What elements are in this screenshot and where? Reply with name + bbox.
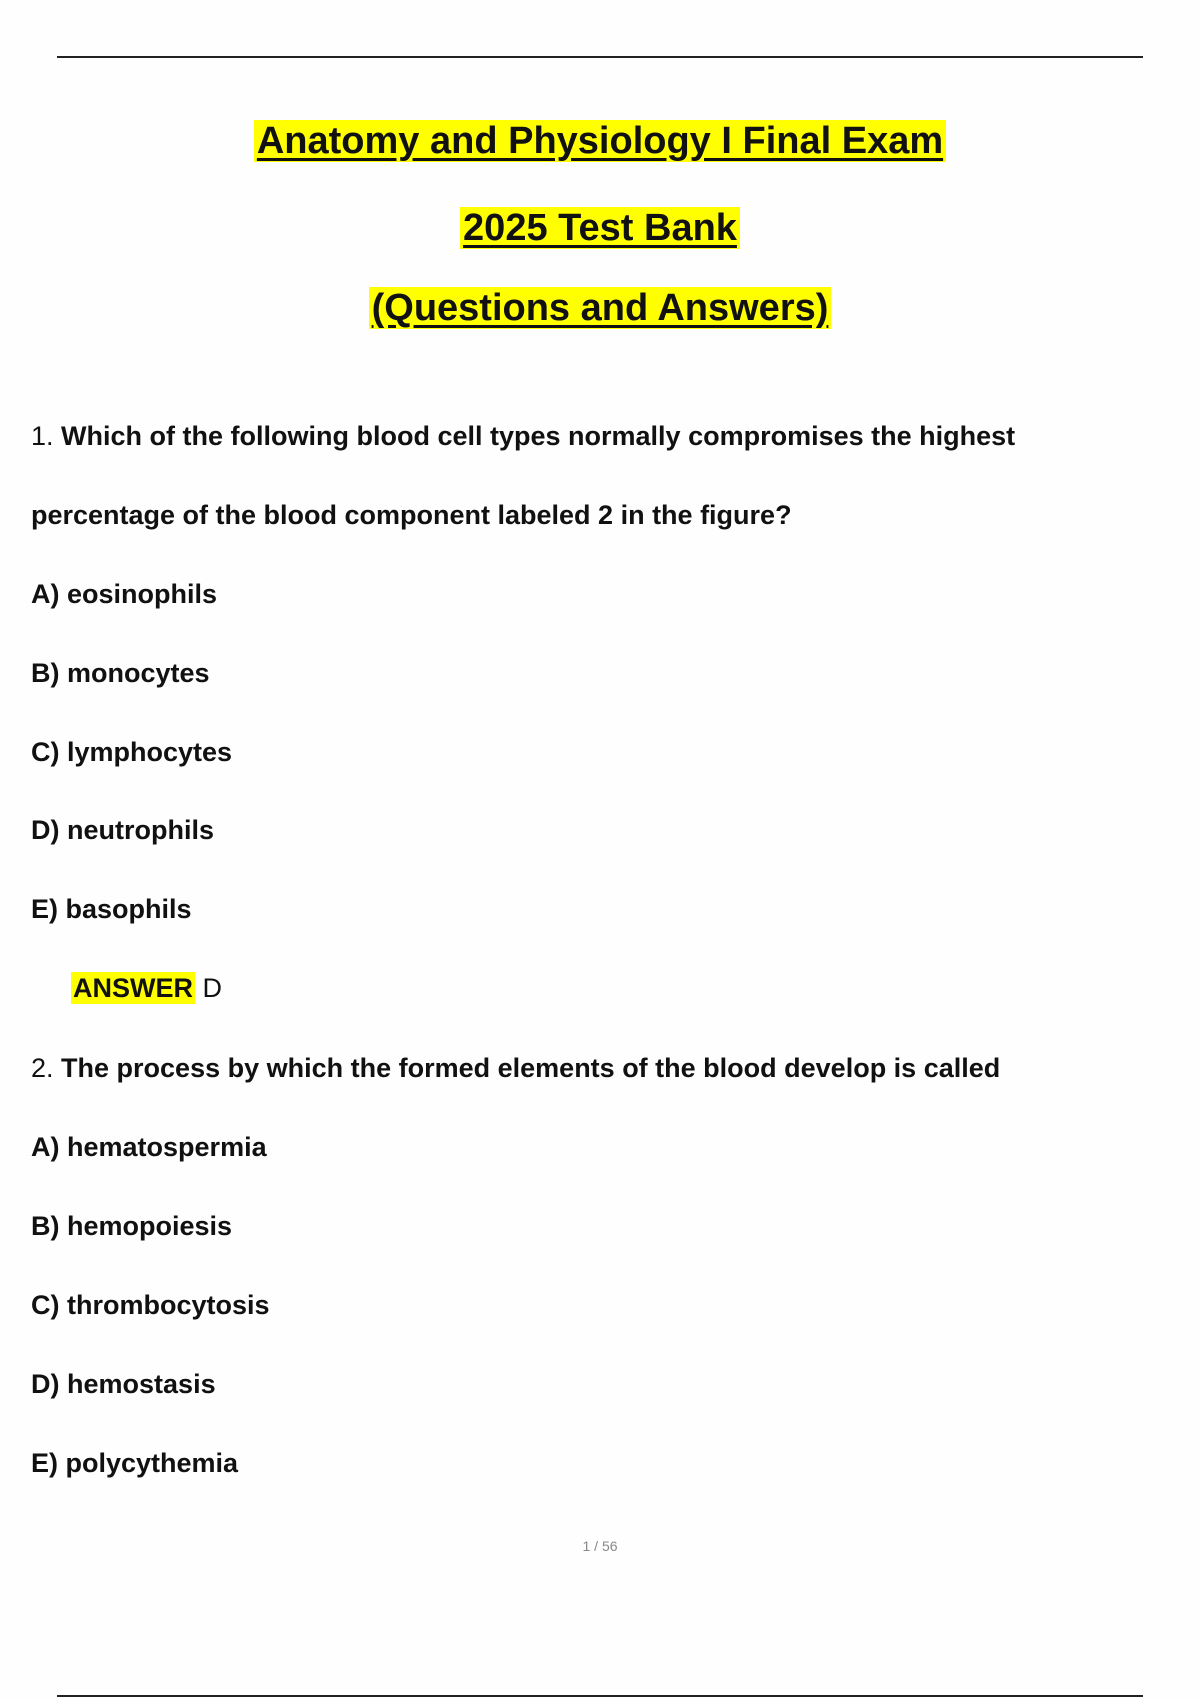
q2-option-e [31,1445,238,1481]
option-letter: E) [31,894,58,924]
q1-option-d [31,812,214,848]
top-divider [57,56,1143,58]
question-1-text-1: Which of the following blood cell types normally compromises the highest [61,421,1016,451]
option-letter: B) [31,658,60,688]
question-1-number: 1. [31,421,54,451]
question-2-line-1 [31,1050,1000,1086]
question-1-text-2: percentage of the blood component labeled 2 in the figure? [31,500,792,530]
option-text: hematospermia [67,1132,267,1162]
option-text: eosinophils [67,579,218,609]
option-letter: A) [31,1132,60,1162]
option-letter: A) [31,579,60,609]
document-subtitle [0,205,1200,251]
question-1-line-2 [31,497,792,533]
answer-label: ANSWER [73,973,193,1003]
option-text: neutrophils [67,815,215,845]
option-text: basophils [65,894,192,924]
question-2-text-1: The process by which the formed elements of the blood develop is called [61,1053,1001,1083]
title-line-1: Anatomy and Physiology I Final Exam [254,120,946,162]
document-title [0,118,1200,164]
q1-option-e [31,891,192,927]
title-line-3: (Questions and Answers) [369,287,832,329]
option-letter: C) [31,737,60,767]
option-letter: E) [31,1448,58,1478]
option-text: hemopoiesis [67,1211,233,1241]
q2-option-b [31,1208,232,1244]
q1-option-a [31,576,217,612]
question-2-number: 2. [31,1053,54,1083]
option-text: monocytes [67,658,210,688]
q2-option-c [31,1287,270,1323]
option-letter: B) [31,1211,60,1241]
option-text: thrombocytosis [67,1290,270,1320]
page-indicator: 1 / 56 [582,1538,618,1554]
q2-option-a [31,1129,267,1165]
answer-value: D [202,973,223,1003]
option-text: polycythemia [65,1448,239,1478]
question-1-line-1 [31,418,1015,454]
bottom-divider [57,1695,1143,1697]
title-line-2: 2025 Test Bank [460,207,740,249]
q1-option-b [31,655,210,691]
q1-answer [71,970,222,1006]
option-letter: C) [31,1290,60,1320]
option-letter: D) [31,1369,60,1399]
option-letter: D) [31,815,60,845]
document-subtitle-2 [0,285,1200,331]
q2-option-d [31,1366,216,1402]
option-text: lymphocytes [67,737,233,767]
q1-option-c [31,734,232,770]
option-text: hemostasis [67,1369,216,1399]
